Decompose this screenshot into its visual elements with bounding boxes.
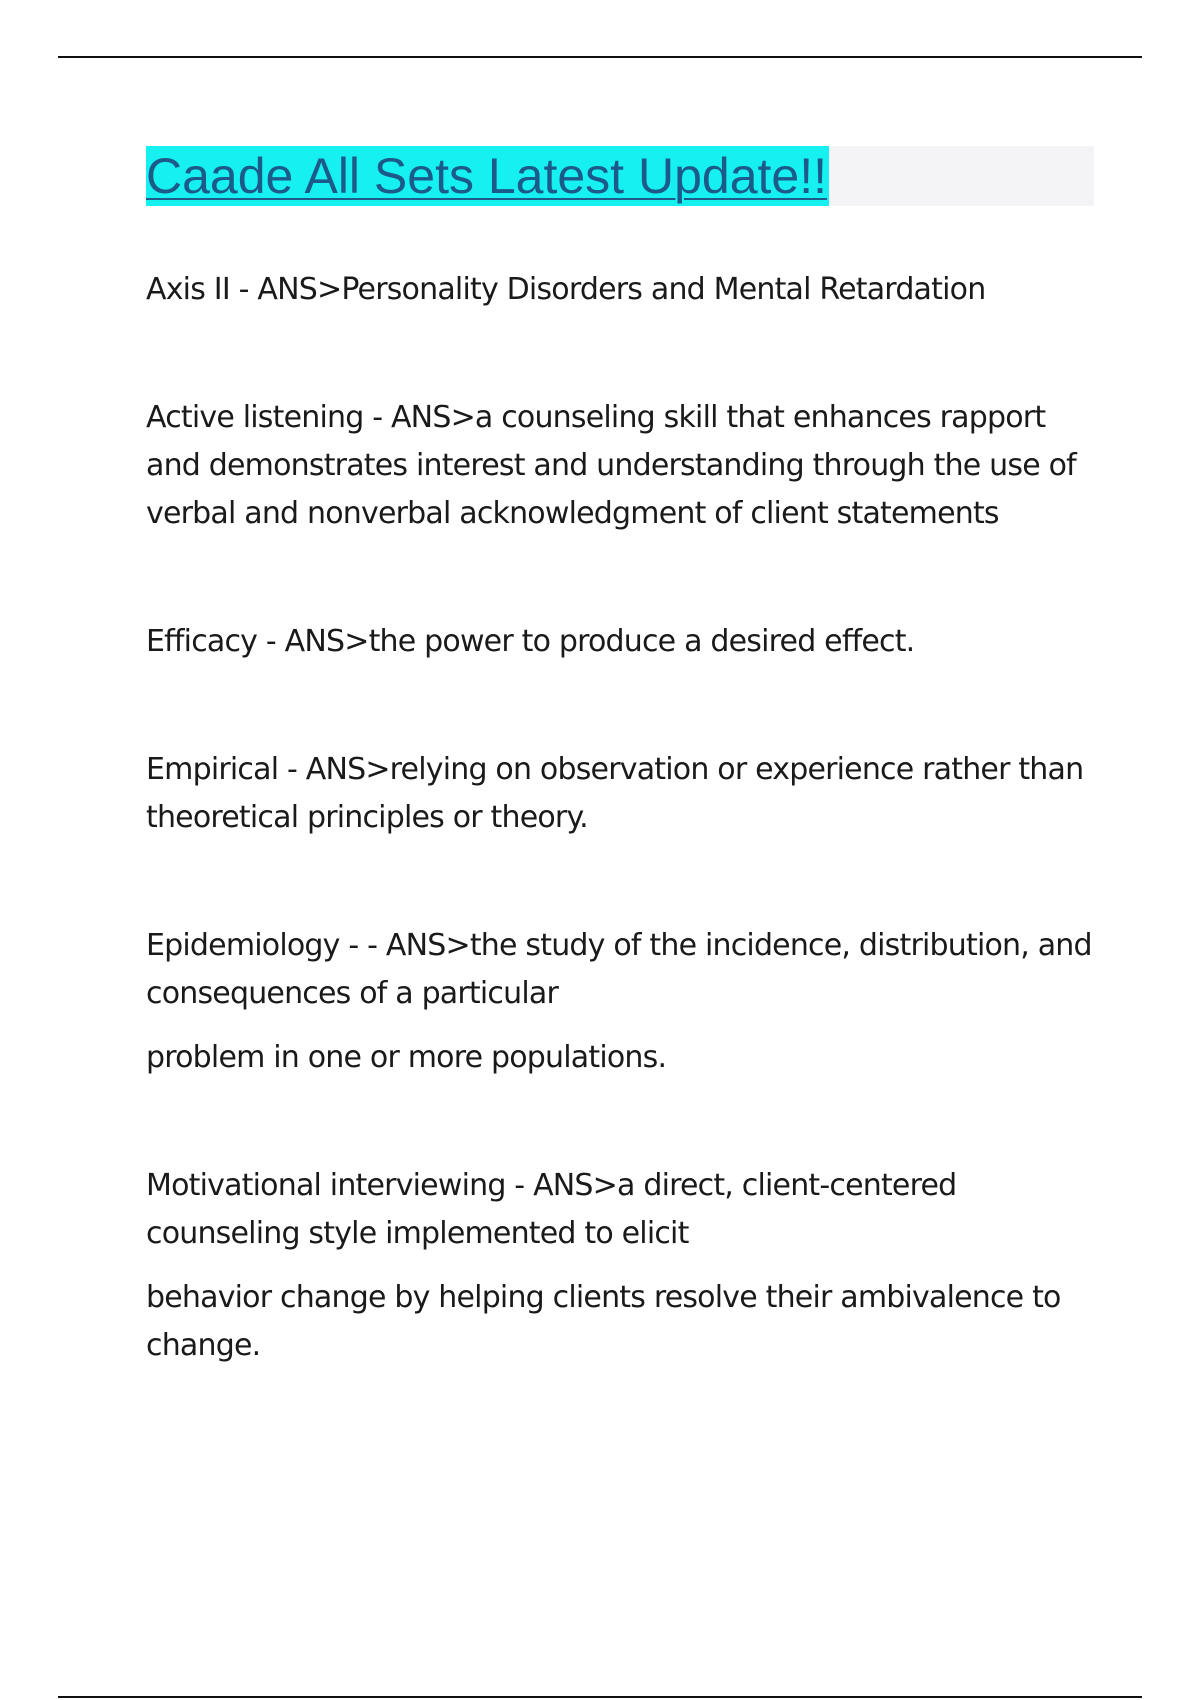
entry-text-continued: behavior change by helping clients resolve their ambivalence to change. xyxy=(146,1280,1061,1363)
entry-epidemiology xyxy=(146,922,1096,1082)
entry-text: Axis II - ANS>Personality Disorders and Mental Retardation xyxy=(146,272,986,307)
entry-motivational-interviewing xyxy=(146,1162,1096,1370)
entry-active-listening xyxy=(146,394,1096,538)
entry-text-continued: problem in one or more populations. xyxy=(146,1040,667,1075)
page-title: Caade All Sets Latest Update!! xyxy=(146,148,827,204)
bottom-rule xyxy=(58,1696,1142,1698)
entry-text: Active listening - ANS>a counseling skill that enhances rapport and demonstrates interest and understanding through the use of verbal and nonverbal acknowledgment of client statements xyxy=(146,400,1076,531)
entry-empirical xyxy=(146,746,1096,842)
flashcard-list xyxy=(146,266,1096,1370)
entry-axis-ii xyxy=(146,266,1096,314)
top-rule xyxy=(58,56,1142,58)
entry-text: Empirical - ANS>relying on observation or experience rather than theoretical principles or theory. xyxy=(146,752,1084,835)
entry-text: Efficacy - ANS>the power to produce a desired effect. xyxy=(146,624,915,659)
entry-text: Motivational interviewing - ANS>a direct, client-centered counseling style implemented to elicit xyxy=(146,1168,957,1251)
entry-efficacy xyxy=(146,618,1096,666)
entry-text: Epidemiology - - ANS>the study of the incidence, distribution, and consequences of a particular xyxy=(146,928,1092,1011)
